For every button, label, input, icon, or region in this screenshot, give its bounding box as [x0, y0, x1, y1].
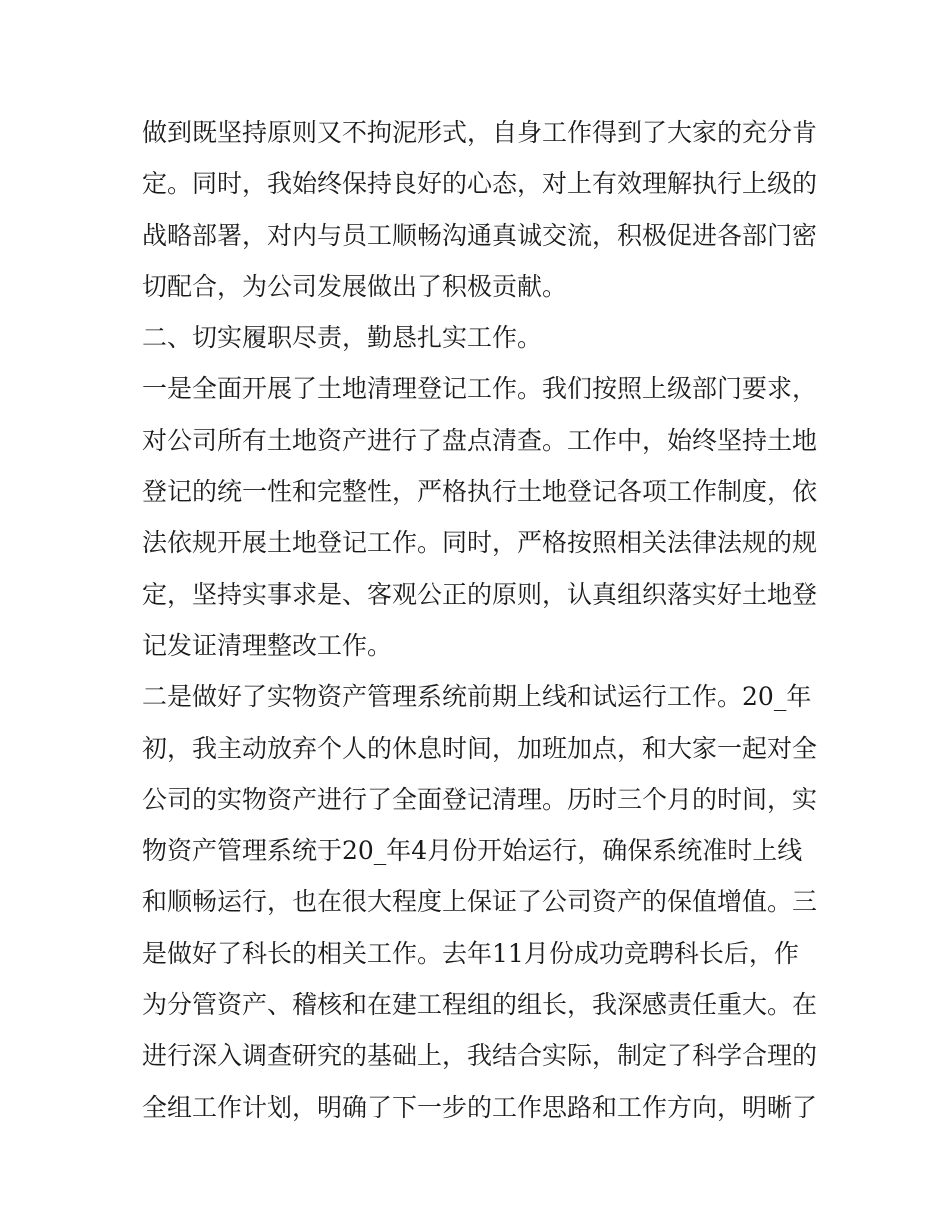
text-line: 对公司所有土地资产进行了盘点清查。工作中，始终坚持土地 — [142, 425, 818, 455]
text-line: 切配合，为公司发展做出了积极贡献。 — [142, 271, 568, 301]
text-line: 初，我主动放弃个人的休息时间，加班加点，和大家一起对全 — [142, 733, 818, 763]
text-line: 全组工作计划，明确了下一步的工作思路和工作方向，明晰了 — [142, 1092, 818, 1122]
text-line: 为分管资产、稽核和在建工程组的组长，我深感责任重大。在 — [142, 990, 818, 1020]
text-line: 定。同时，我始终保持良好的心态，对上有效理解执行上级的 — [142, 169, 818, 199]
text-line: 是做好了科长的相关工作。去年11月份成功竞聘科长后，作 — [142, 938, 799, 968]
text-line: 登记的统一性和完整性，严格执行土地登记各项工作制度，依 — [142, 477, 818, 507]
section-heading: 二、切实履职尽责，勤恳扎实工作。 — [142, 323, 543, 353]
text-line: 公司的实物资产进行了全面登记清理。历时三个月的时间，实 — [142, 784, 818, 814]
text-line: 一是全面开展了土地清理登记工作。我们按照上级部门要求， — [142, 374, 818, 404]
text-line: 法依规开展土地登记工作。同时，严格按照相关法律法规的规 — [142, 528, 818, 558]
text-line: 二是做好了实物资产管理系统前期上线和试运行工作。20_年 — [142, 682, 812, 712]
text-line: 物资产管理系统于20_年4月份开始运行，确保系统准时上线 — [142, 836, 803, 866]
text-line: 做到既坚持原则又不拘泥形式，自身工作得到了大家的充分肯 — [142, 118, 818, 147]
text-line: 进行深入调查研究的基础上，我结合实际，制定了科学合理的 — [142, 1041, 818, 1071]
text-line: 定，坚持实事求是、客观公正的原则，认真组织落实好土地登 — [142, 579, 818, 609]
text-line: 记发证清理整改工作。 — [142, 630, 393, 660]
text-line: 和顺畅运行，也在很大程度上保证了公司资产的保值增值。三 — [142, 887, 818, 917]
body-text — [142, 107, 822, 1133]
text-line: 战略部署，对内与员工顺畅沟通真诚交流，积极促进各部门密 — [142, 220, 818, 250]
